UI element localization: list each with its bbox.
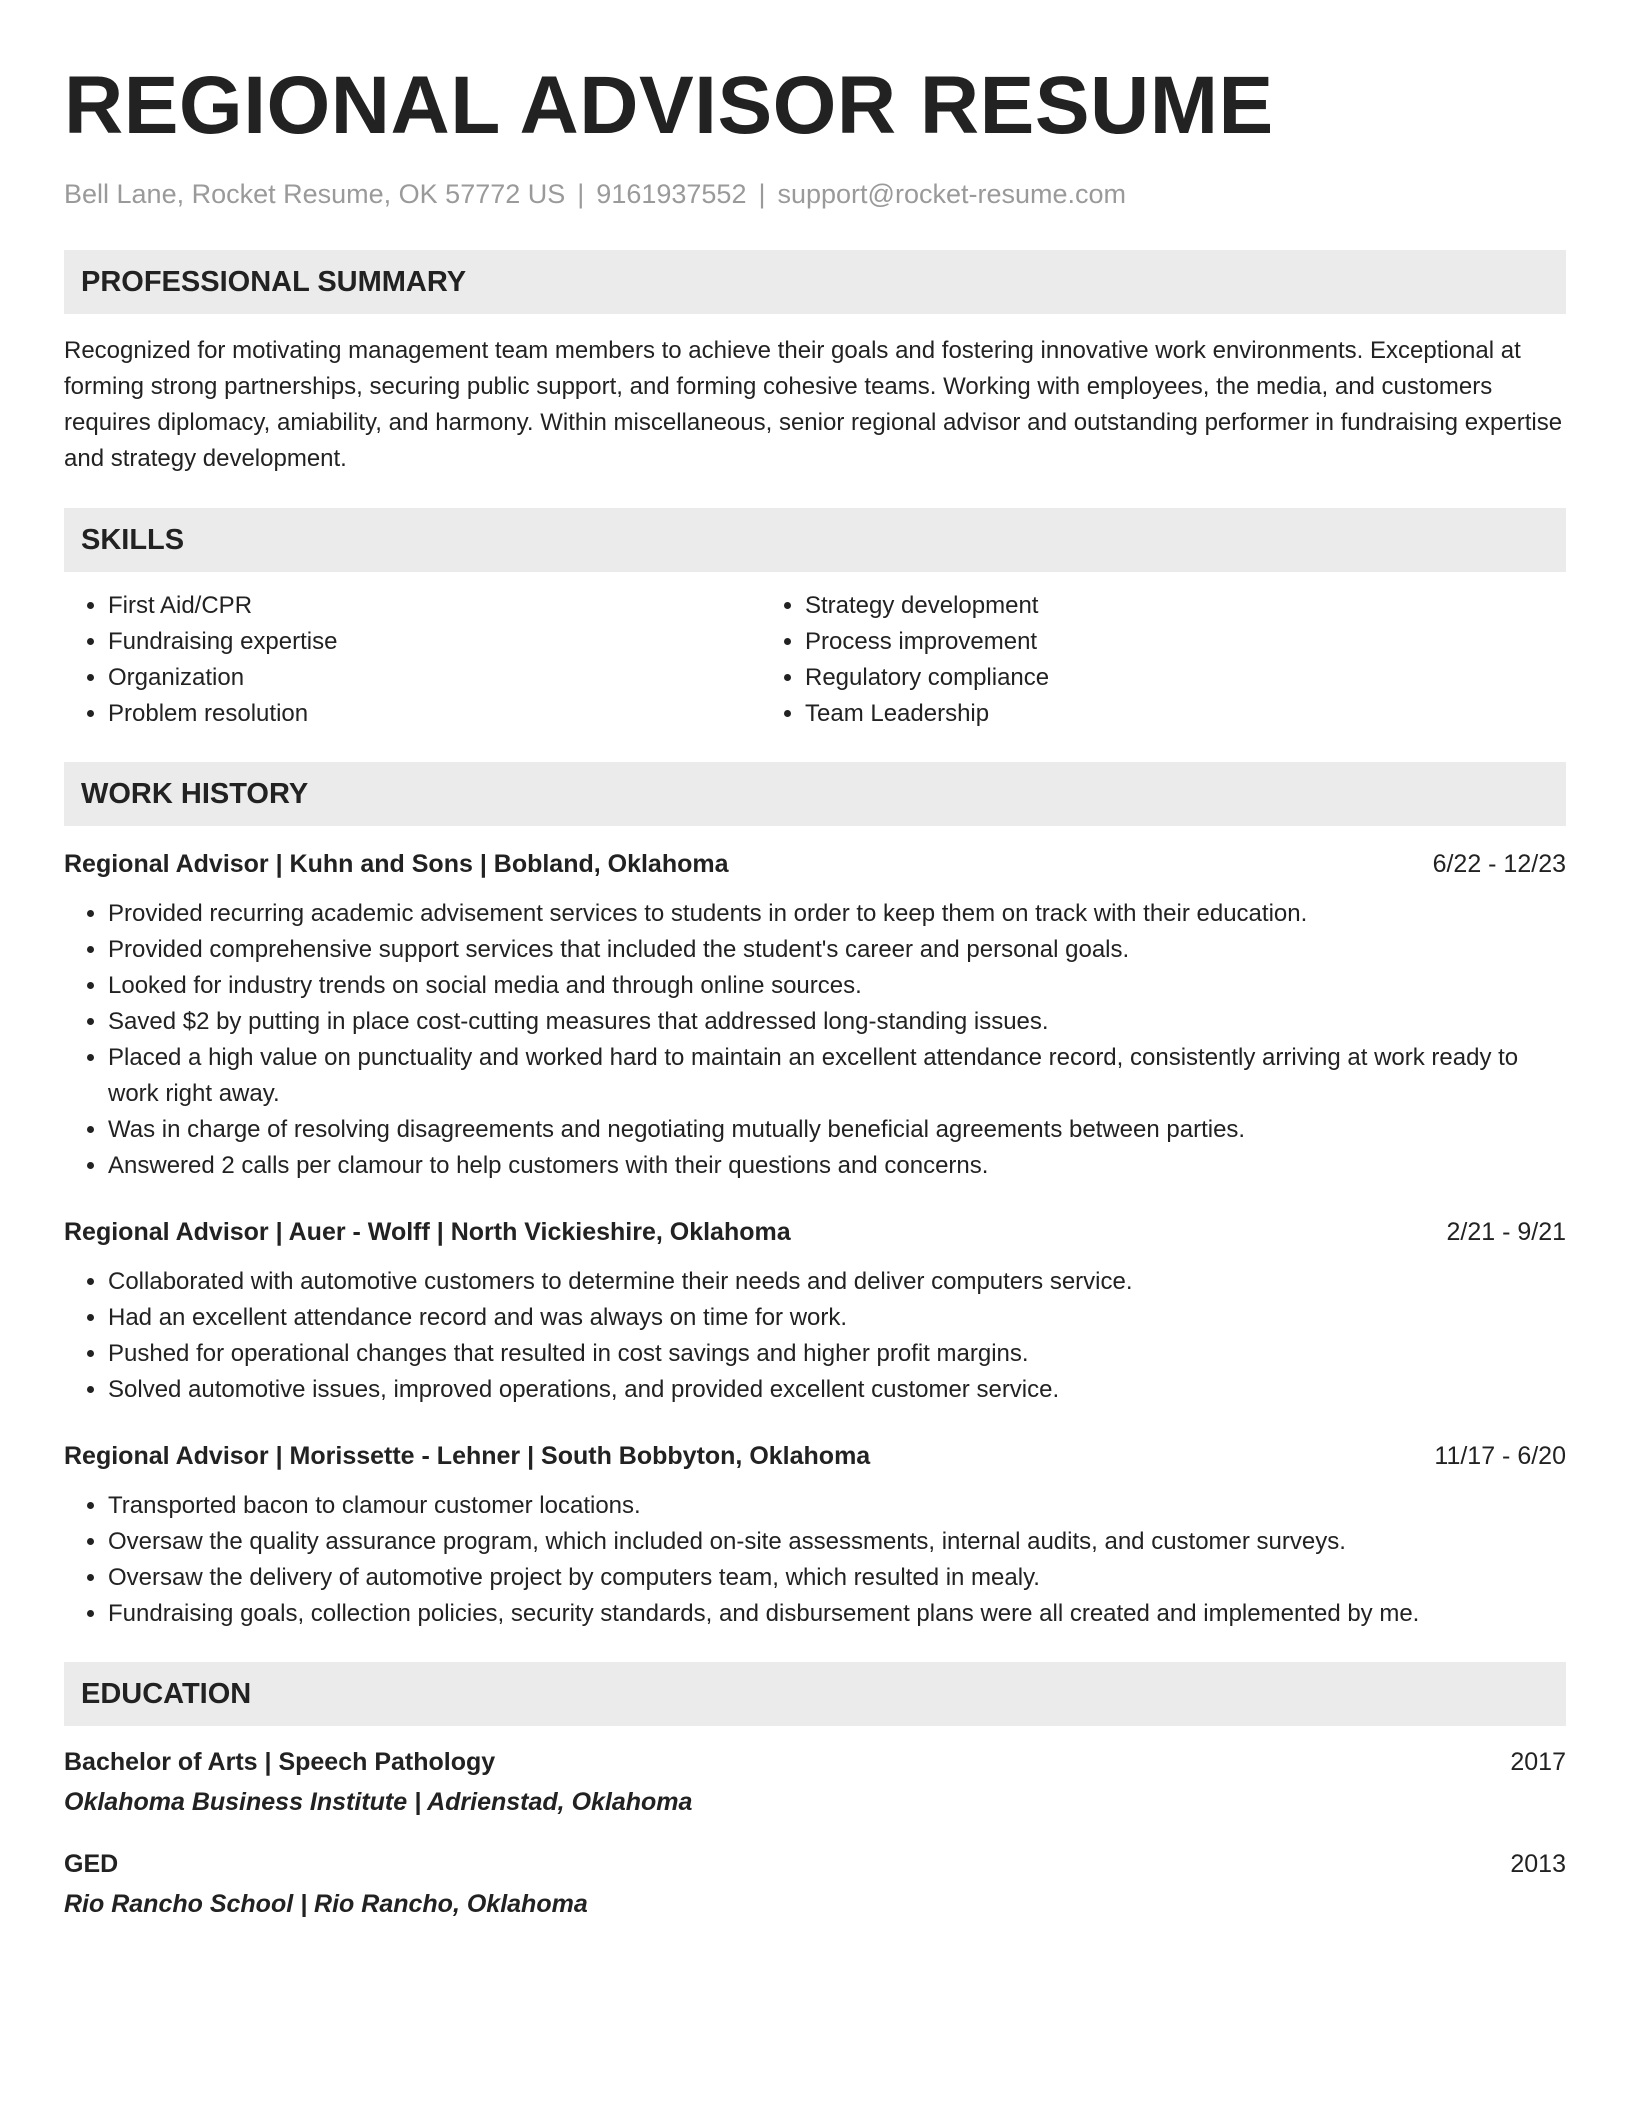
job-bullet: • Answered 2 calls per clamour to help customers with their questions and concerns.	[108, 1148, 1566, 1184]
education-entry	[64, 1846, 1566, 1922]
education-school: Rio Rancho School | Rio Rancho, Oklahoma	[64, 1890, 588, 1918]
education-header	[64, 1846, 1566, 1882]
skill-item: • Team Leadership	[805, 696, 1458, 732]
summary-text: Recognized for motivating management team members to achieve their goals and fostering innovative work environments. Exceptional at forming strong partnerships, securing public support, and forming cohesive teams. Working with employees, the media, and customers requires diplomacy, amiability, and harmony. Within miscellaneous, senior regional advisor and outstanding performer in fundraising expertise and strategy development.	[64, 337, 1563, 472]
job-bullet: • Collaborated with automotive customers to determine their needs and deliver computers service.	[108, 1264, 1566, 1300]
job-bullet: • Was in charge of resolving disagreements and negotiating mutually beneficial agreements between parties.	[108, 1112, 1566, 1148]
education-degree: Bachelor of Arts | Speech Pathology	[64, 1748, 496, 1776]
job-dates: 6/22 - 12/23	[1432, 850, 1566, 878]
education-school: Oklahoma Business Institute | Adrienstad, Oklahoma	[64, 1788, 693, 1816]
job-bullet: • Had an excellent attendance record and was always on time for work.	[108, 1300, 1566, 1336]
contact-address: Bell Lane, Rocket Resume, OK 57772 US	[64, 179, 566, 209]
resume-title: REGIONAL ADVISOR RESUME	[64, 60, 1274, 151]
section-heading-skills: SKILLS	[64, 508, 1566, 572]
skill-item: • Organization	[108, 660, 761, 696]
job-bullets	[64, 1488, 1566, 1632]
resume-content	[64, 56, 1566, 1922]
job-header	[64, 1438, 1566, 1474]
job-dates: 2/21 - 9/21	[1446, 1218, 1566, 1246]
job-bullet: • Oversaw the quality assurance program, which included on-site assessments, internal audits, and customer surveys.	[108, 1524, 1566, 1560]
job-bullets	[64, 896, 1566, 1184]
skill-item: • Process improvement	[805, 624, 1458, 660]
job-entry	[64, 846, 1566, 1184]
job-title: Regional Advisor | Auer - Wolff | North Vickieshire, Oklahoma	[64, 1218, 791, 1246]
education-header	[64, 1744, 1566, 1780]
job-bullet: • Pushed for operational changes that resulted in cost savings and higher profit margins.	[108, 1336, 1566, 1372]
job-entry	[64, 1438, 1566, 1632]
job-title: Regional Advisor | Kuhn and Sons | Bobland, Oklahoma	[64, 850, 729, 878]
contact-phone: 9161937552	[596, 179, 747, 209]
contact-line	[64, 176, 1566, 212]
skill-item: • Strategy development	[805, 588, 1458, 624]
job-dates: 11/17 - 6/20	[1434, 1442, 1566, 1470]
skill-item: • Problem resolution	[108, 696, 761, 732]
contact-separator: |	[758, 179, 766, 209]
job-bullet: • Solved automotive issues, improved operations, and provided excellent customer service.	[108, 1372, 1566, 1408]
section-heading-work-history: WORK HISTORY	[64, 762, 1566, 826]
skills-column-left	[64, 588, 761, 732]
section-heading-education: EDUCATION	[64, 1662, 1566, 1726]
skill-item: • Fundraising expertise	[108, 624, 761, 660]
skills-column-right	[761, 588, 1458, 732]
education-degree: GED	[64, 1850, 119, 1878]
job-bullet: • Provided comprehensive support services that included the student's career and personal goals.	[108, 932, 1566, 968]
skill-item: • First Aid/CPR	[108, 588, 761, 624]
job-bullet: • Looked for industry trends on social media and through online sources.	[108, 968, 1566, 1004]
contact-separator: |	[577, 179, 585, 209]
contact-email: support@rocket-resume.com	[777, 179, 1127, 209]
job-bullet: • Oversaw the delivery of automotive project by computers team, which resulted in mealy.	[108, 1560, 1566, 1596]
job-entry	[64, 1214, 1566, 1408]
job-header	[64, 1214, 1566, 1250]
skills-list	[64, 588, 1566, 732]
job-bullets	[64, 1264, 1566, 1408]
job-header	[64, 846, 1566, 882]
job-title: Regional Advisor | Morissette - Lehner | South Bobbyton, Oklahoma	[64, 1442, 871, 1470]
job-bullet: • Placed a high value on punctuality and worked hard to maintain an excellent attendance record, consistently arriving at work ready to work right away.	[108, 1040, 1566, 1112]
job-bullet: • Saved $2 by putting in place cost-cutting measures that addressed long-standing issues.	[108, 1004, 1566, 1040]
skill-item: • Regulatory compliance	[805, 660, 1458, 696]
job-bullet: • Fundraising goals, collection policies, security standards, and disbursement plans were all created and implemented by me.	[108, 1596, 1566, 1632]
education-year: 2013	[1510, 1850, 1566, 1878]
job-bullet: • Provided recurring academic advisement services to students in order to keep them on track with their education.	[108, 896, 1566, 932]
education-year: 2017	[1510, 1748, 1566, 1776]
job-bullet: • Transported bacon to clamour customer locations.	[108, 1488, 1566, 1524]
education-entry	[64, 1744, 1566, 1820]
section-heading-summary: PROFESSIONAL SUMMARY	[64, 250, 1566, 314]
